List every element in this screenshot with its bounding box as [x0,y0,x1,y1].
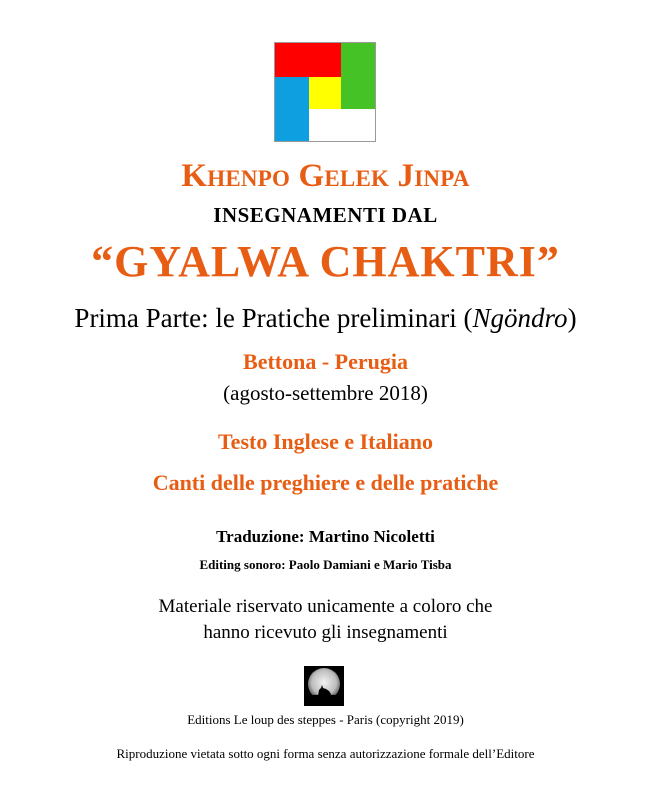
main-title: “GYALWA CHAKTRI” [91,237,560,286]
logo-green-block [341,43,375,109]
notice-line-2: hanno ricevuto gli insegnamenti [203,622,448,643]
songs-description: Canti delle preghiere e delle pratiche [152,470,499,495]
publisher-line: Editions Le loup des steppes - Paris (copyright 2019) [187,712,464,727]
logo-white-block [309,109,375,141]
subtitle: INSEGNAMENTI DAL [213,203,438,227]
event-dates: (agosto-settembre 2018) [223,381,428,405]
logo-blue-block [275,77,309,141]
author-name: Khenpo Gelek Jinpa [181,158,470,194]
rights-notice: Riproduzione vietata sotto ogni forma senza autorizzazione formale dell’Editore [116,746,535,761]
color-square-logo [274,42,376,142]
wolf-moon-graphic [304,666,344,706]
part-title-italic: Ngöndro [472,303,568,333]
event-place: Bettona - Perugia [243,349,408,374]
translation-credit: Traduzione: Martino Nicoletti [216,527,435,546]
logo-red-block [275,43,341,77]
notice-line-1: Materiale riservato unicamente a coloro che [158,596,493,617]
wolf-moon-icon [304,666,344,706]
part-title-close: ) [567,303,577,333]
text-languages: Testo Inglese e Italiano [218,429,433,454]
part-title-text: Prima Parte: le Pratiche preliminari ( [74,303,473,333]
part-title [0,303,651,334]
editing-credit: Editing sonoro: Paolo Damiani e Mario Tisba [199,557,452,572]
logo-yellow-block [309,77,341,109]
